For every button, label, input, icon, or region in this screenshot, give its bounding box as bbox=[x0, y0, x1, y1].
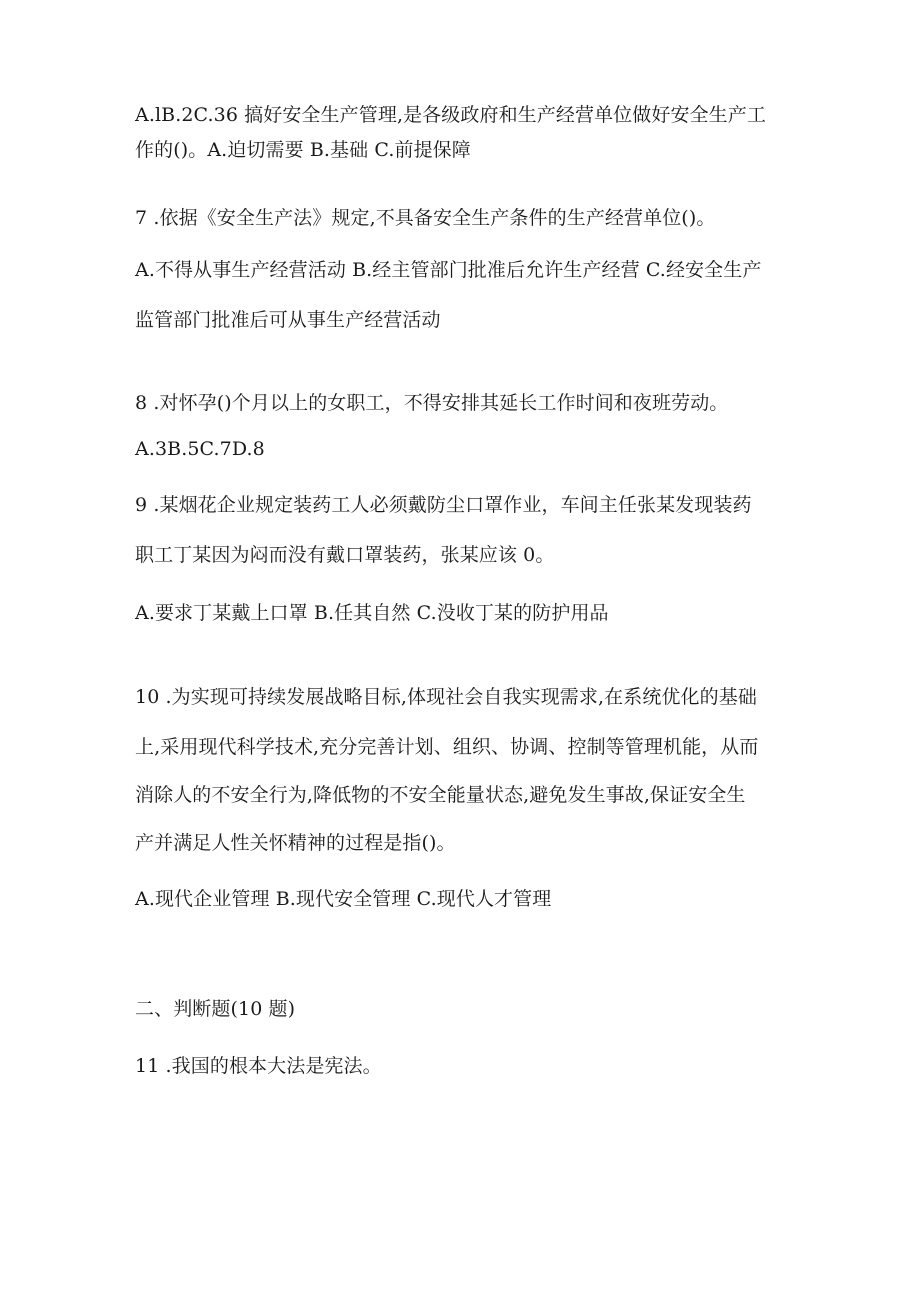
question-10-line-3: 消除人的不安全行为,降低物的不安全能量状态,避免发生事故,保证安全生 bbox=[135, 784, 746, 806]
question-10-line-1: 10 .为实现可持续发展战略目标,体现社会自我实现需求,在系统优化的基础 bbox=[135, 686, 757, 708]
question-7-options-line-2: 监管部门批准后可从事生产经营活动 bbox=[135, 309, 441, 331]
q6-answer-line-2: 作的()。A.迫切需要 B.基础 C.前提保障 bbox=[135, 139, 471, 161]
question-10-options: A.现代企业管理 B.现代安全管理 C.现代人才管理 bbox=[135, 888, 552, 910]
question-10-line-2: 上,采用现代科学技术,充分完善计划、组织、协调、控制等管理机能，从而 bbox=[135, 736, 759, 758]
question-9-options: A.要求丁某戴上口罩 B.任其自然 C.没收丁某的防护用品 bbox=[135, 602, 609, 624]
question-8-options: A.3B.5C.7D.8 bbox=[135, 438, 265, 460]
question-8: 8 .对怀孕()个月以上的女职工，不得安排其延长工作时间和夜班劳动。 bbox=[135, 392, 729, 414]
section-heading-judgment: 二、判断题(10 题) bbox=[135, 998, 296, 1020]
question-9-line-1: 9 .某烟花企业规定装药工人必须戴防尘口罩作业，车间主任张某发现装药 bbox=[135, 494, 752, 516]
q6-answer-line-1: A.lB.2C.36 搞好安全生产管理,是各级政府和生产经营单位做好安全生产工 bbox=[135, 104, 766, 126]
question-11: 11 .我国的根本大法是宪法。 bbox=[135, 1055, 382, 1077]
question-10-line-4: 产并满足人性关怀精神的过程是指()。 bbox=[135, 832, 456, 854]
question-9-line-2: 职工丁某因为闷而没有戴口罩装药，张某应该 0。 bbox=[135, 544, 555, 566]
question-7-options-line-1: A.不得从事生产经营活动 B.经主管部门批准后允许生产经营 C.经安全生产 bbox=[135, 259, 762, 281]
question-7: 7 .依据《安全生产法》规定,不具备安全生产条件的生产经营单位()。 bbox=[135, 207, 716, 229]
